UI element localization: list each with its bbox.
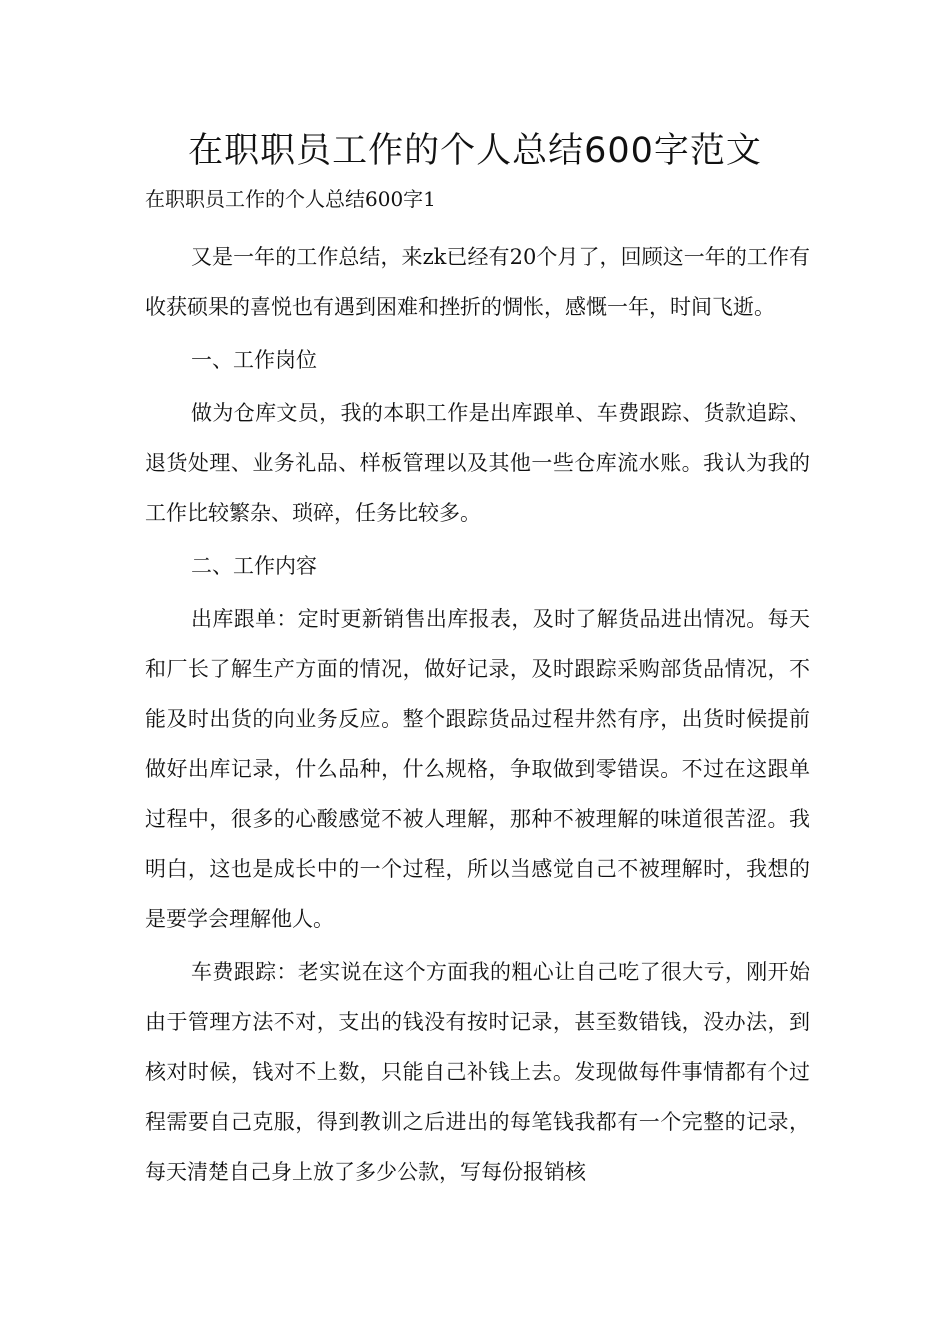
section-heading-job-position: 一、工作岗位 bbox=[191, 348, 317, 372]
document-title: 在职职员工作的个人总结600字范文 bbox=[188, 131, 762, 171]
paragraph-intro: 又是一年的工作总结，来zk已经有20个月了，回顾这一年的工作有收获硕果的喜悦也有遇到困难和挫折的惆怅，感慨一年，时间飞逝。 bbox=[145, 245, 810, 319]
paragraph-freight-tracking: 车费跟踪：老实说在这个方面我的粗心让自己吃了很大亏，刚开始由于管理方法不对，支出的钱没有按时记录，甚至数错钱，没办法，到核对时候，钱对不上数，只能自己补钱上去。发现做每件事情都有个过程需要自己克服，得到教训之后进出的每笔钱我都有一个完整的记录，每天清楚自己身上放了多少公款，写每份报销核 bbox=[145, 960, 810, 1184]
paragraph-outbound-tracking: 出库跟单：定时更新销售出库报表，及时了解货品进出情况。每天和厂长了解生产方面的情况，做好记录，及时跟踪采购部货品情况，不能及时出货的向业务反应。整个跟踪货品过程井然有序，出货时候提前做好出库记录，什么品种，什么规格，争取做到零错误。不过在这跟单过程中，很多的心酸感觉不被人理解，那种不被理解的味道很苦涩。我明白，这也是成长中的一个过程，所以当感觉自己不被理解时，我想的是要学会理解他人。 bbox=[145, 607, 810, 931]
document-subtitle: 在职职员工作的个人总结600字1 bbox=[145, 187, 436, 211]
document-body bbox=[145, 232, 810, 1200]
section-heading-job-content: 二、工作内容 bbox=[191, 554, 317, 578]
paragraph-job-position: 做为仓库文员，我的本职工作是出库跟单、车费跟踪、货款追踪、退货处理、业务礼品、样板管理以及其他一些仓库流水账。我认为我的工作比较繁杂、琐碎，任务比较多。 bbox=[145, 401, 810, 525]
